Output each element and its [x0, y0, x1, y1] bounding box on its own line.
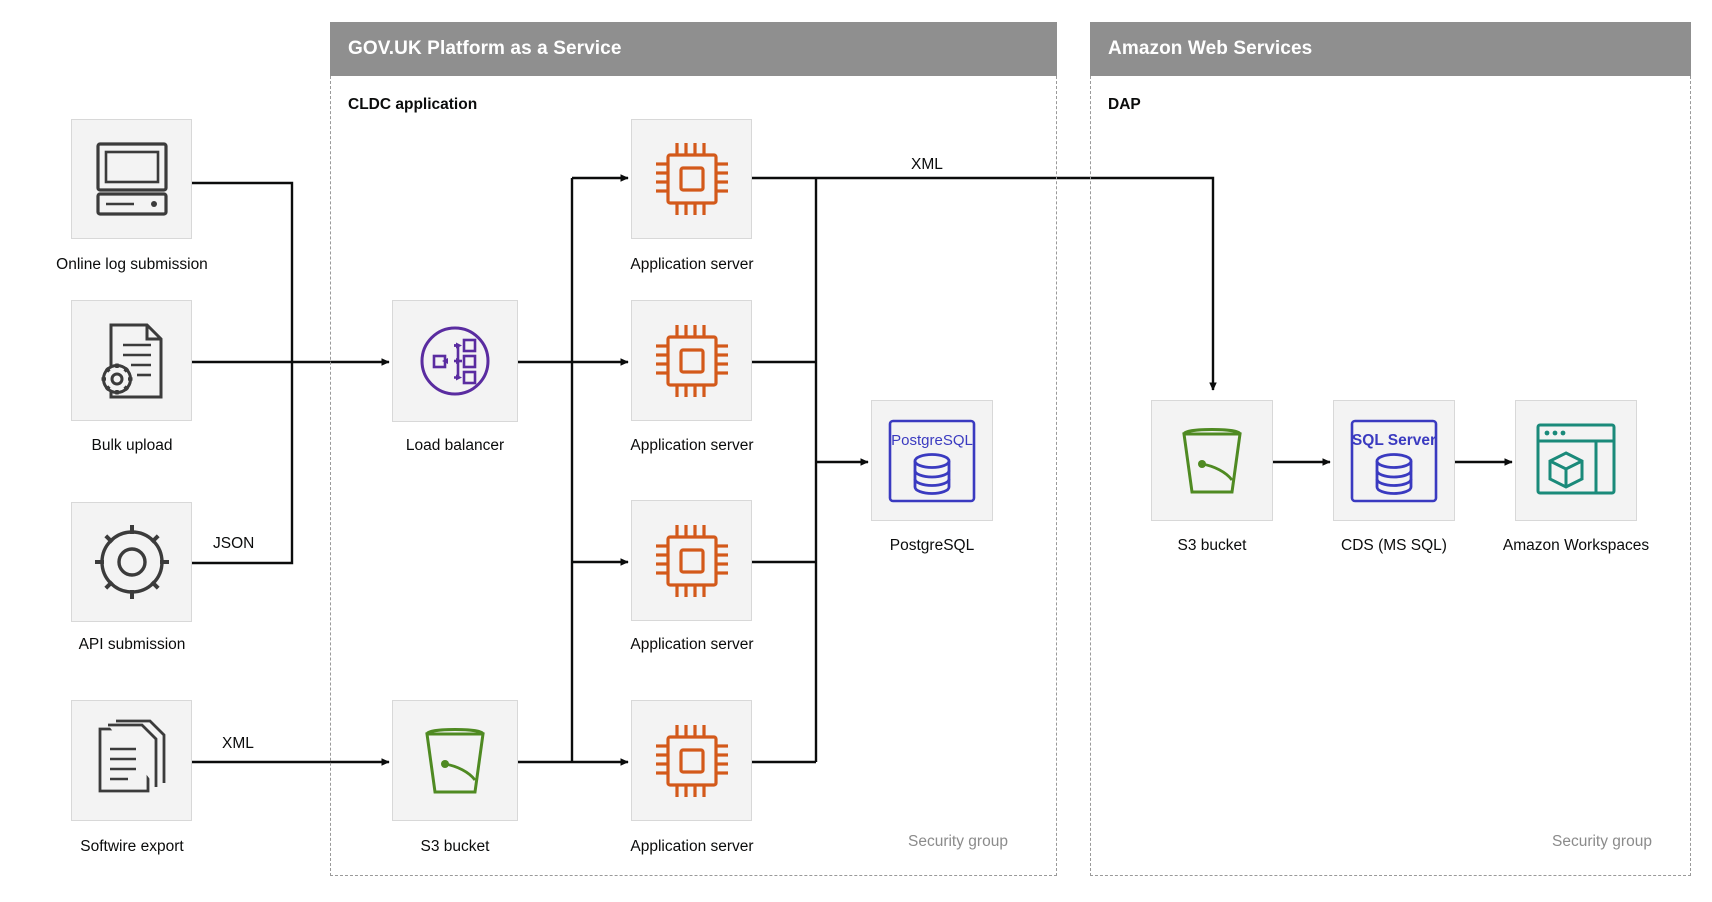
node-application-server-1[interactable]: [631, 119, 752, 239]
caption-cds-ms-sql: CDS (MS SQL): [1341, 537, 1447, 554]
caption-api-submission: API submission: [78, 636, 186, 653]
edge-label-xml-appserver: XML: [911, 156, 943, 173]
node-s3-bucket-paas[interactable]: [392, 700, 518, 821]
edge-label-json: JSON: [213, 535, 255, 552]
node-load-balancer[interactable]: [392, 300, 518, 422]
caption-s3-bucket-paas: S3 bucket: [420, 838, 490, 855]
caption-application-server-4: Application server: [630, 838, 754, 855]
caption-s3-bucket-aws: S3 bucket: [1177, 537, 1247, 554]
s3-bucket-icon: [411, 718, 499, 804]
zone-header-paas: [330, 22, 1057, 76]
node-application-server-2[interactable]: [631, 300, 752, 421]
sql-server-icon: [1344, 415, 1444, 507]
zone-header-aws: [1090, 22, 1691, 76]
postgresql-icon-text: PostgreSQL: [891, 431, 973, 449]
zone-title-aws: Amazon Web Services: [1108, 38, 1313, 59]
caption-application-server-2: Application server: [630, 437, 754, 454]
chip-icon: [650, 137, 734, 221]
computer-icon: [90, 138, 174, 220]
chip-icon: [650, 519, 734, 603]
caption-bulk-upload: Bulk upload: [91, 437, 173, 454]
caption-application-server-3: Application server: [630, 636, 754, 653]
sql-server-icon-text: SQL Server: [1351, 431, 1437, 449]
zone-title-paas: GOV.UK Platform as a Service: [348, 38, 622, 59]
node-postgresql[interactable]: [871, 400, 993, 521]
caption-postgresql: PostgreSQL: [889, 537, 975, 554]
postgresql-icon: [882, 415, 982, 507]
chip-icon: [650, 319, 734, 403]
s3-bucket-icon: [1168, 418, 1256, 504]
zone-sublabel-dap: DAP: [1108, 96, 1141, 113]
document-gear-icon: [91, 319, 173, 403]
security-group-label-paas: Security group: [908, 833, 1008, 850]
node-application-server-4[interactable]: [631, 700, 752, 821]
amazon-workspaces-icon: [1530, 417, 1622, 505]
node-application-server-3[interactable]: [631, 500, 752, 621]
chip-icon: [650, 719, 734, 803]
load-balancer-icon: [410, 316, 500, 406]
node-amazon-workspaces[interactable]: [1515, 400, 1637, 521]
caption-softwire-export: Softwire export: [80, 838, 184, 855]
caption-application-server-1: Application server: [630, 256, 754, 273]
caption-online-log-submission: Online log submission: [56, 256, 208, 273]
node-online-log-submission[interactable]: [71, 119, 192, 239]
documents-stack-icon: [90, 719, 174, 803]
caption-load-balancer: Load balancer: [405, 437, 505, 454]
node-softwire-export[interactable]: [71, 700, 192, 821]
node-cds-ms-sql[interactable]: [1333, 400, 1455, 521]
node-bulk-upload[interactable]: [71, 300, 192, 421]
node-s3-bucket-aws[interactable]: [1151, 400, 1273, 521]
gear-icon: [89, 519, 175, 605]
security-group-label-aws: Security group: [1552, 833, 1652, 850]
caption-amazon-workspaces: Amazon Workspaces: [1502, 537, 1650, 554]
zone-sublabel-cldc: CLDC application: [348, 96, 478, 113]
edge-label-xml-softwire: XML: [222, 735, 254, 752]
node-api-submission[interactable]: [71, 502, 192, 622]
